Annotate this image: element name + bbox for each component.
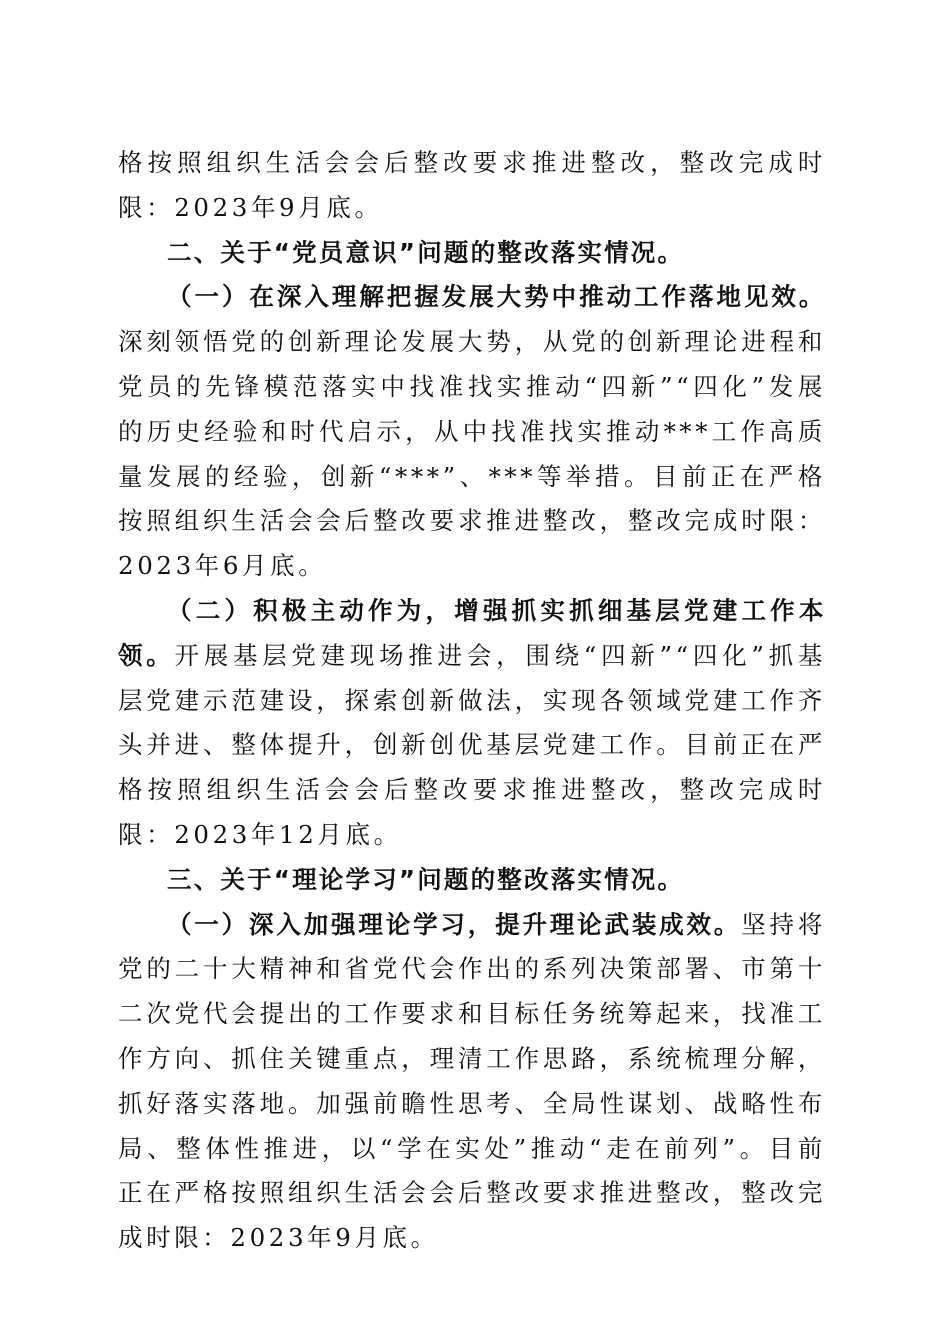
paragraph-item-1 — [118, 275, 826, 589]
paragraph-item-3 — [118, 903, 826, 1261]
section-heading-theory-study — [118, 858, 826, 903]
paragraph-text: 格按照组织生活会会后整改要求推进整改，整改完成时限：2023年9月底。 — [118, 148, 826, 222]
paragraph-lead: （一）深入加强理论学习，提升理论武装成效。 — [167, 909, 742, 939]
paragraph-text: 坚持将党的二十大精神和省党代会作出的系列决策部署、市第十二次党代会提出的工作要求和目标任务统筹起来，找准工作方向、抓住关键重点，理清工作思路，系统梳理分解，抓好落实落地。加强前瞻性思考、全局性谋划、战略性布局、整体性推进，以“学在实处”推动“走在前列”。目前正在严格按照组织生活会会后整改要求推进整改，整改完成时限：2023年9月底。 — [118, 909, 826, 1253]
heading-text: 三、关于“理论学习”问题的整改落实情况。 — [167, 864, 685, 894]
section-heading-party-awareness — [118, 231, 826, 276]
paragraph-lead: （一）在深入理解把握发展大势中推动工作落地见效。 — [167, 282, 826, 312]
heading-text: 二、关于“党员意识”问题的整改落实情况。 — [167, 237, 685, 267]
document-body — [118, 141, 826, 1261]
paragraph-text: 深刻领悟党的创新理论发展大势，从党的创新理论进程和党员的先锋模范落实中找准找实推动“四新”“四化”发展的历史经验和时代启示，从中找准找实推动***工作高质量发展的经验，创新“***”、***等举措。目前正在严格按照组织生活会会后整改要求推进整改，整改完成时限：2023年6月底。 — [118, 327, 826, 581]
paragraph-item-2 — [118, 589, 826, 858]
paragraph-text: 开展基层党建现场推进会，围绕“四新”“四化”抓基层党建示范建设，探索创新做法，实现各领域党建工作齐头并进、整体提升，创新创优基层党建工作。目前正在严格按照组织生活会会后整改要求推进整改，整改完成时限：2023年12月底。 — [118, 640, 827, 849]
paragraph-continuation — [118, 141, 826, 231]
paragraph-lead: （二）积极主动作为，增强抓实抓细基层党建工作本领。 — [118, 595, 826, 670]
